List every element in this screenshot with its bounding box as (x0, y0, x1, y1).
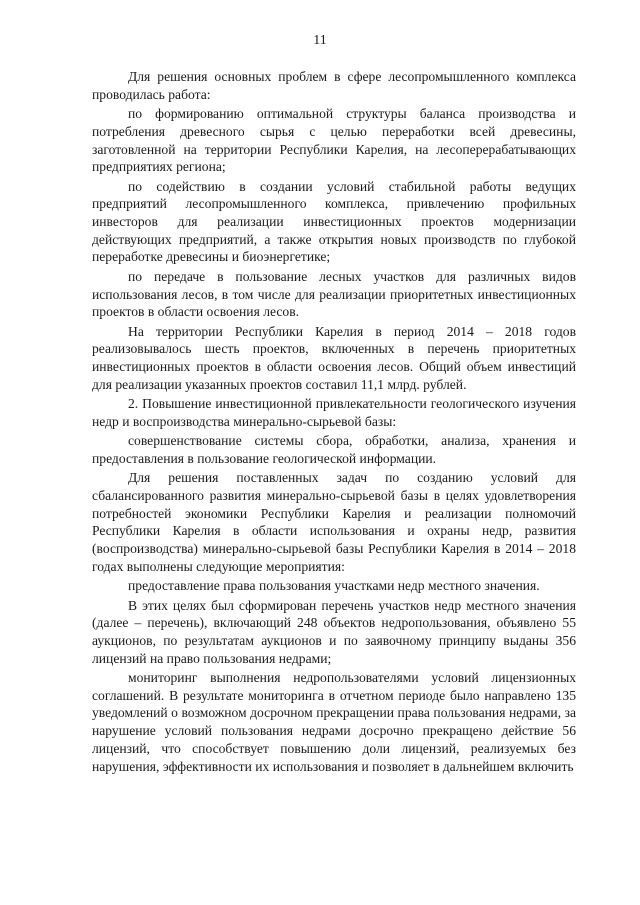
paragraph-monitoring: мониторинг выполнения недропользователями условий лицензионных соглашений. В результате мониторинга в отчетном периоде было направлено 135 уведомлений о возможном досрочном прекращении права пользования недрами, за нарушение условий пользования недрами досрочно прекращено действие 56 лицензий, что способствует повышению доли лицензий, реализуемых без нарушения, эффективности их использования и позволяет в дальнейшем включить (92, 670, 576, 774)
paragraph-projects: На территории Республики Карелия в период 2014 – 2018 годов реализовывалось шесть проектов, включенных в перечень приоритетных инвестиционных проектов в области освоения лесов. Общий объем инвестиций для реализации указанных проектов составил 11,1 млрд. рублей. (92, 323, 576, 392)
paragraph-intro: Для решения основных проблем в сфере лесопромышленного комплекса проводилась работа: (92, 69, 576, 102)
paragraph-enterprises: по содействию в создании условий стабильной работы ведущих предприятий лесопромышленного комплекса, привлечению профильных инвесторов для реализации инвестиционных проектов модернизации действующих предприятий, а также открытия новых производств по глубокой переработке древесины и биоэнергетике; (92, 178, 576, 265)
paragraph-rights: предоставление права пользования участками недр местного значения. (128, 578, 540, 594)
paragraph-forest-plots: по передаче в пользование лесных участков для различных видов использования лесов, в том числе для реализации приоритетных инвестиционных проектов в области освоения лесов. (92, 268, 576, 320)
paragraph-list: В этих целях был сформирован перечень участков недр местного значения (далее – перечень), включающий 248 объектов недропользования, объявлено 55 аукционов, по результатам аукционов и по заявочному принципу выданы 356 лицензий на право пользования недрами; (92, 597, 576, 666)
paragraph-balance: по формированию оптимальной структуры баланса производства и потребления древесного сырья с целью переработки всей древесины, заготовленной на территории Республики Карелия, на лесоперерабатывающих предприятиях региона; (92, 106, 576, 175)
document-body (92, 68, 576, 775)
page-number: 11 (313, 33, 327, 48)
paragraph-tasks: Для решения поставленных задач по созданию условий для сбалансированного развития минерально-сырьевой базы в целях удовлетворения потребностей экономики Республики Карелия и реализации полномочий Республики Карелия в области использования и охраны недр, развития (воспроизводства) минерально-сырьевой базы Республики Карелия в 2014 – 2018 годах выполнены следующие мероприятия: (92, 470, 576, 574)
paragraph-geo-info: совершенствование системы сбора, обработки, анализа, хранения и предоставления в пользование геологической информации. (92, 433, 576, 466)
paragraph-section-2: 2. Повышение инвестиционной привлекательности геологического изучения недр и воспроизводства минерально-сырьевой базы: (92, 396, 576, 429)
